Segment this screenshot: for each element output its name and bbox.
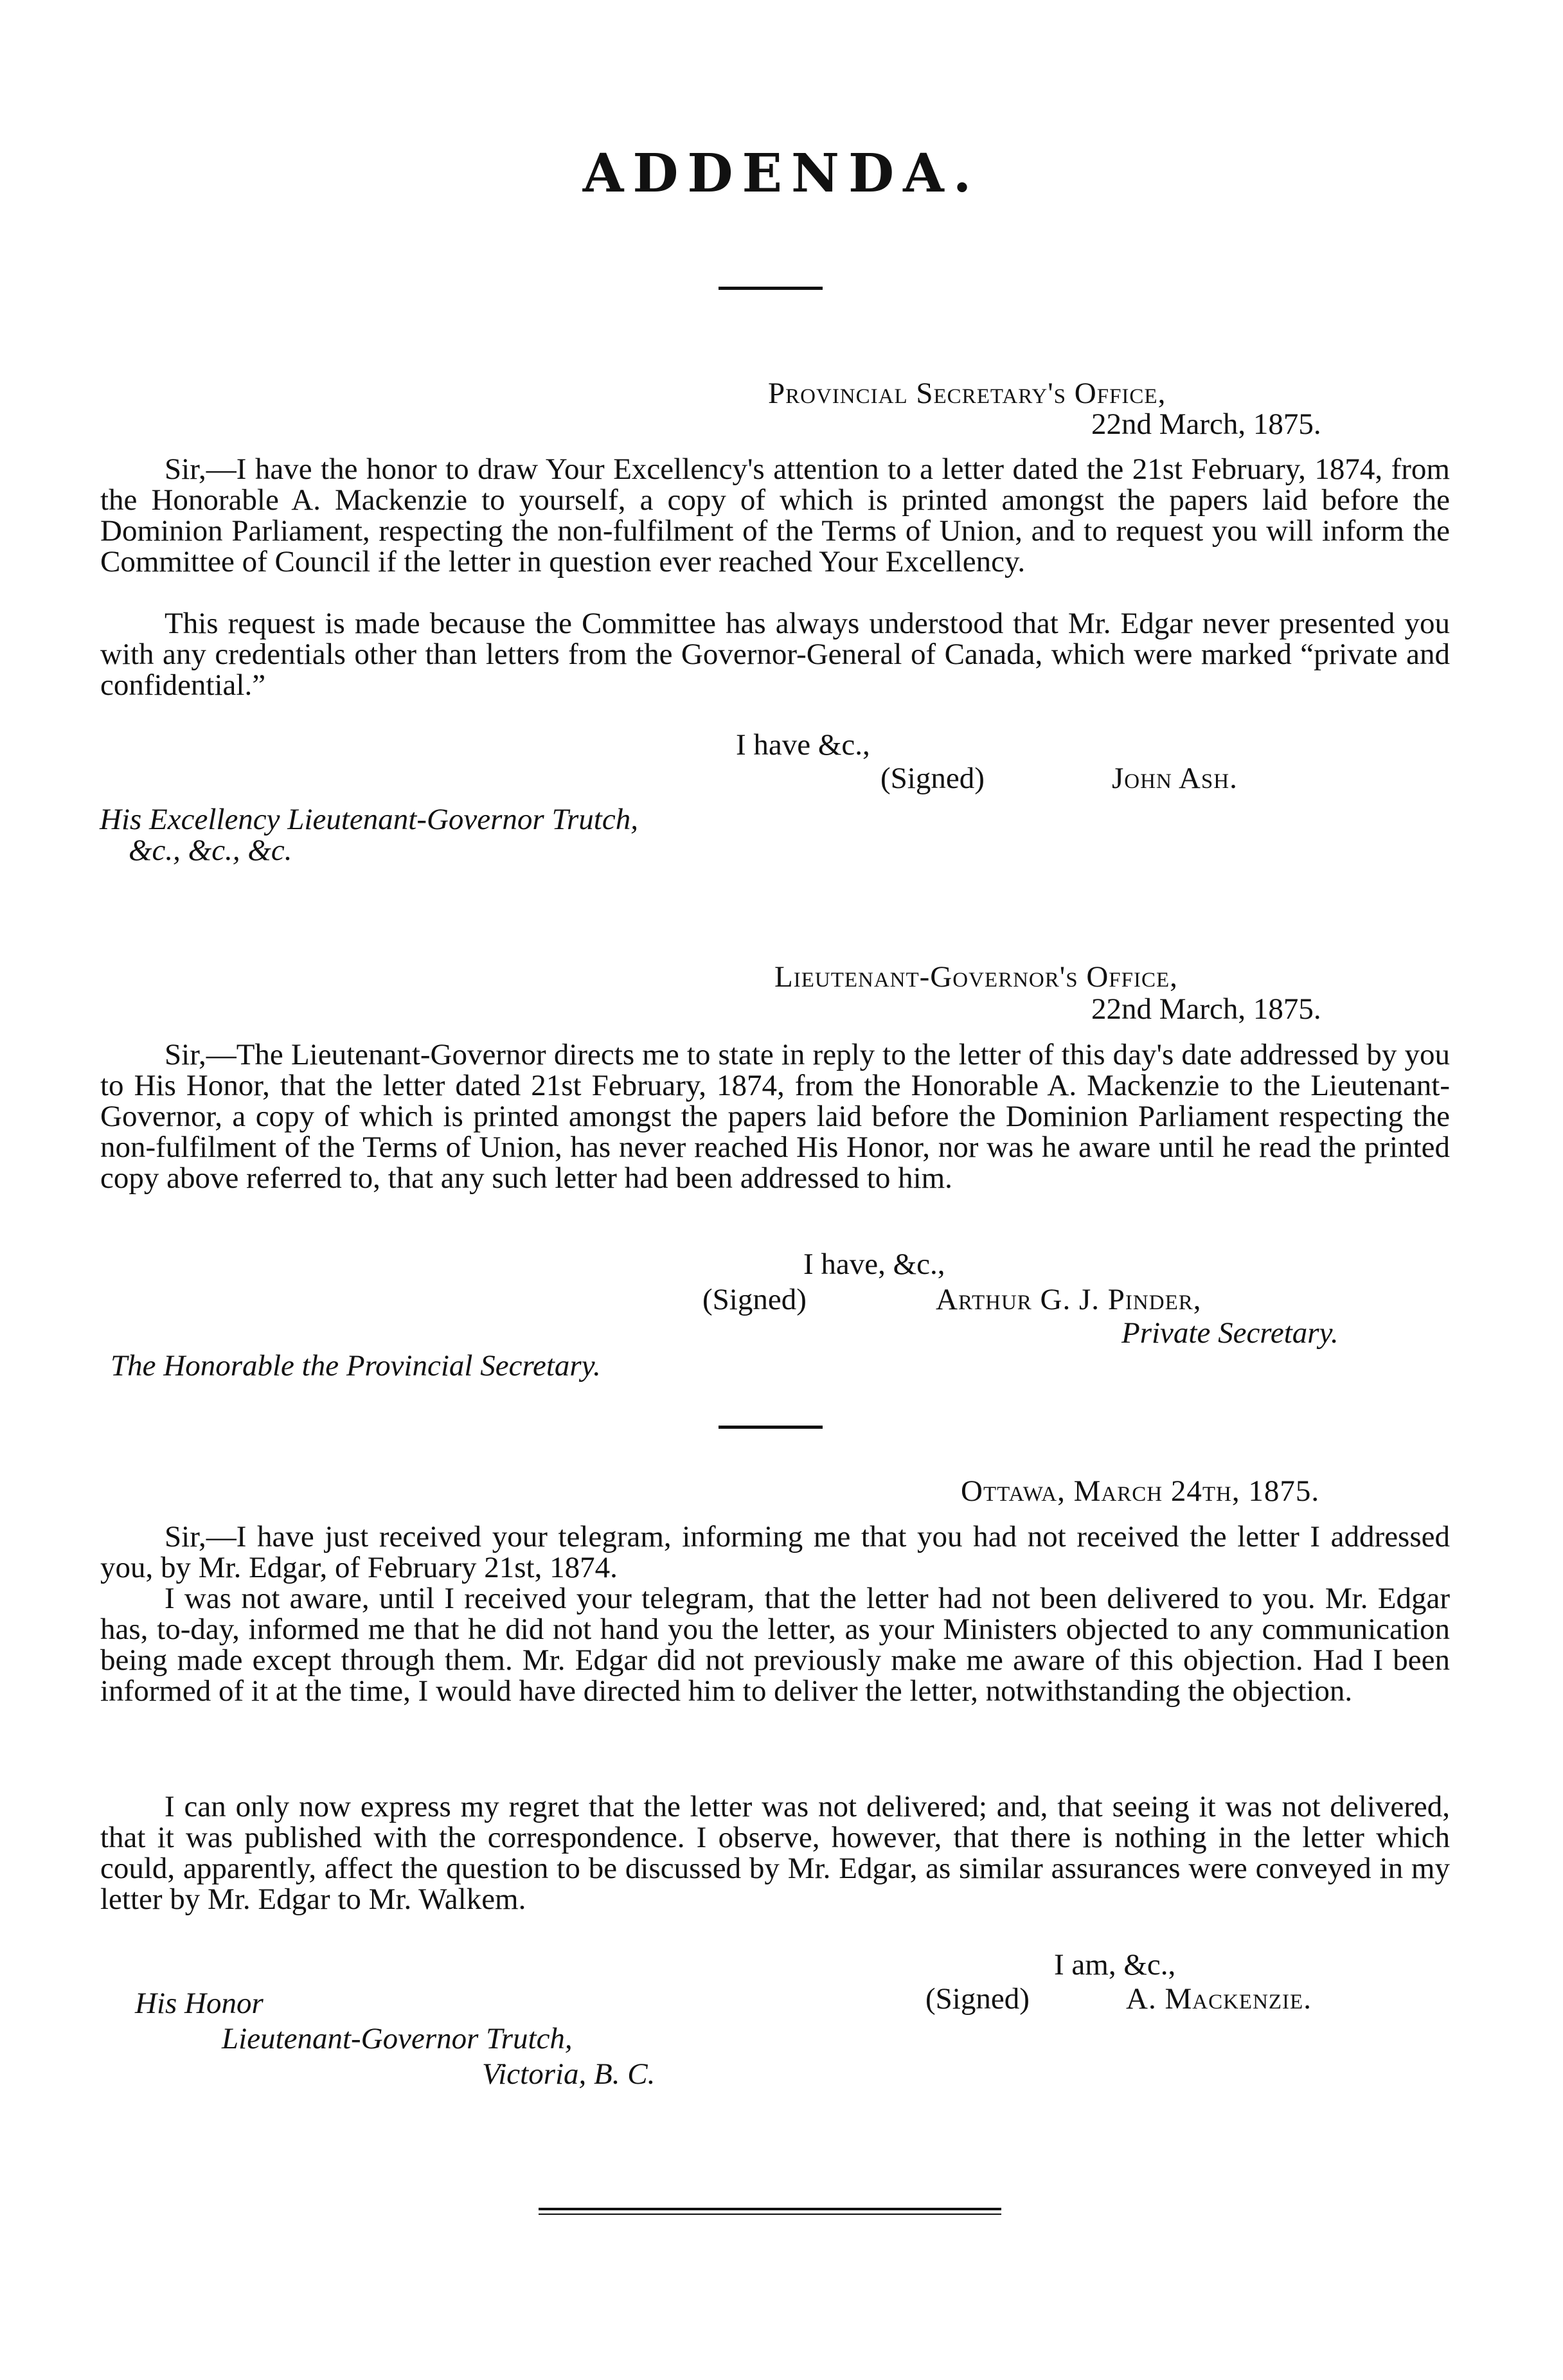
letter2-paragraph-1: Sir,—The Lieutenant-Governor directs me to state in reply to the letter of this day's date addressed by you to His Honor, that the letter dated 21st February, 1874, from the Honorable A. Mackenzie to the Lieutenant-Governor, a copy of which is printed amongst the papers laid before the Dominion Parliament respecting the non-fulfilment of the Terms of Union, has never reached His Honor, nor was he aware until he read the printed copy above referred to, that any such letter had been addressed to him. [100,1038,1450,1195]
page-title: ADDENDA. [582,143,981,204]
letter1-paragraph-1: Sir,—I have the honor to draw Your Excellency's attention to a letter dated the 21st February, 1874, from the Honorable A. Mackenzie to yourself, a copy of which is printed amongst the papers laid before the Dominion Parliament, respecting the non-fulfilment of the Terms of Union, and to request you will inform the Committee of Council if the letter in question ever reached Your Excellency. [100,452,1450,578]
letter1-addressee-line-2: &c., &c., &c. [129,834,292,867]
letter2-addressee: The Honorable the Provincial Secretary. [111,1349,601,1382]
letter3-paragraph-1: Sir,—I have just received your telegram, informing me that you had not received the letter I addressed you, by Mr. Edgar, of February 21st, 1874. [100,1520,1450,1584]
letter3-paragraph-2: I was not aware, until I received your telegram, that the letter had not been delivered to you. Mr. Edgar has, to-day, informed me that he did not hand you the letter, as your Ministers objected to any communication being made except through them. Mr. Edgar did not previously make me aware of this objection. Had I been informed of it at the time, I would have directed him to deliver the letter, notwithstanding the objection. [100,1582,1450,1708]
letter3-closing: I am, &c., [1054,1948,1176,1982]
letter1-closing: I have &c., [736,728,870,762]
letter3-paragraph-3: I can only now express my regret that the letter was not delivered; and, that seeing it was not delivered, that it was published with the correspondence. I observe, however, that there is nothing in the letter which could, apparently, affect the question to be discussed by Mr. Edgar, as similar assurances were conveyed in my letter by Mr. Edgar to Mr. Walkem. [100,1790,1450,1916]
letter3-signed: (Signed) [925,1982,1030,2016]
letter2-signer: Arthur G. J. Pinder, [936,1283,1202,1316]
letter2-signed: (Signed) [702,1283,807,1316]
letter3-addressee-line-2: Lieutenant-Governor Trutch, [222,2022,573,2055]
letter3-addressee-line-3: Victoria, B. C. [482,2057,656,2091]
letter1-addressee-line-1: His Excellency Lieutenant-Governor Trutch, [100,803,638,836]
letter1-signed: (Signed) [880,762,985,795]
letter1-signer: John Ash. [1112,762,1238,795]
letter3-heading: Ottawa, March 24th, 1875. [961,1474,1320,1508]
letter1-heading: Provincial Secretary's Office, [768,377,1166,410]
letter2-signer-title: Private Secretary. [1121,1316,1339,1350]
letter2-heading: Lieutenant-Governor's Office, [774,960,1178,994]
letter3-signer: A. Mackenzie. [1126,1982,1312,2016]
divider [719,287,823,290]
letter1-date: 22nd March, 1875. [1091,407,1321,441]
letter2-closing: I have, &c., [803,1248,945,1281]
end-rule-thin [539,2214,1001,2215]
divider [719,1426,823,1429]
end-rule [539,2208,1001,2210]
letter1-paragraph-2: This request is made because the Committee has always understood that Mr. Edgar never presented you with any credentials other than letters from the Governor-General of Canada, which were marked “private and confidential.” [100,607,1450,702]
letter2-date: 22nd March, 1875. [1091,992,1321,1026]
letter3-addressee-line-1: His Honor [135,1987,263,2020]
